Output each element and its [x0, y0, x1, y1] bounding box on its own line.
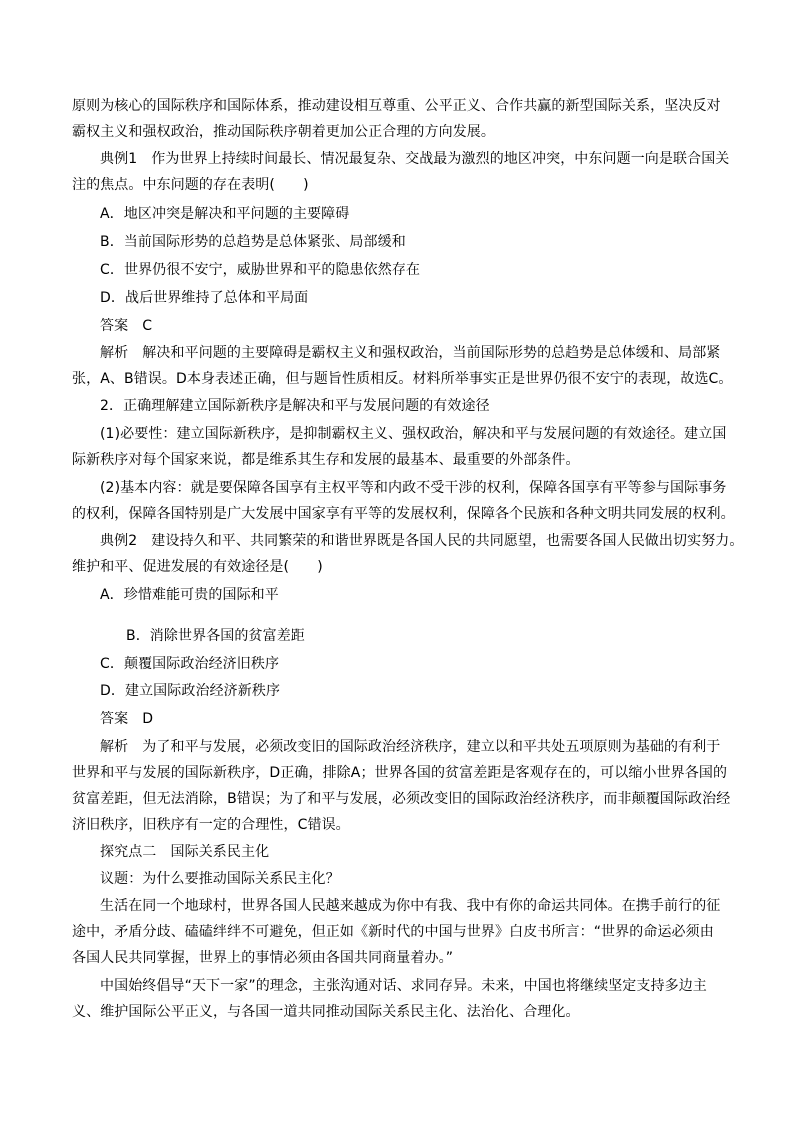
explore2-heading: 探究点二 国际关系民主化	[100, 844, 270, 860]
explore2-paragraph1-line-2: 途中，矛盾分歧、磕磕绊绊不可避免，但正如《新时代的中国与世界》白皮书所言：“世界的命运必须由	[72, 924, 714, 940]
intro-line-2: 霸权主义和强权政治，推动国际秩序朝着更加公正合理的方向发展。	[72, 124, 495, 140]
example2-answer: 答案 D	[100, 711, 154, 727]
example2-option-d: D．建立国际政治经济新秩序	[100, 683, 281, 699]
example2-question-line-2: 维护和平、促进发展的有效途径是( )	[72, 559, 323, 575]
example2-analysis-line-4: 济旧秩序，旧秩序有一定的合理性，C错误。	[72, 817, 350, 833]
section2-heading: 2．正确理解建立国际新秩序是解决和平与发展问题的有效途径	[100, 398, 490, 414]
example1-analysis-line-1: 解析 解决和平问题的主要障碍是霸权主义和强权政治，当前国际形势的总趋势是总体缓和、局部紧	[100, 345, 721, 361]
example1-option-b: B．当前国际形势的总趋势是总体紧张、局部缓和	[100, 234, 406, 250]
example2-analysis-line-1: 解析 为了和平与发展，必须改变旧的国际政治经济秩序，建立以和平共处五项原则为基础的有利于	[100, 739, 721, 755]
example1-option-a: A．地区冲突是解决和平问题的主要障碍	[100, 206, 350, 222]
example2-analysis-line-2: 世界和平与发展的国际新秩序，D正确，排除A；世界各国的贫富差距是客观存在的，可以缩小世界各国的	[72, 765, 728, 781]
explore2-paragraph1-line-3: 各国人民共同掌握，世界上的事情必须由各国共同商量着办。”	[72, 950, 454, 966]
explore2-paragraph1-line-1: 生活在同一个地球村，世界各国人民越来越成为你中有我、我中有你的命运共同体。在携手前行的征	[100, 898, 721, 914]
section2-necessity-line-2: 际新秩序对每个国家来说，都是维系其生存和发展的最基本、最重要的外部条件。	[72, 452, 580, 468]
example1-option-d: D．战后世界维持了总体和平局面	[100, 290, 309, 306]
example2-question-line-1: 典例2 建设持久和平、共同繁荣的和谐世界既是各国人民的共同愿望，也需要各国人民做出切实努力。	[100, 533, 744, 549]
example2-analysis-line-3: 贫富差距，但无法消除，B错误；为了和平与发展，必须改变旧的国际政治经济秩序，而非颠覆国际政治经	[72, 791, 731, 807]
explore2-topic: 议题：为什么要推动国际关系民主化？	[100, 871, 340, 887]
example1-analysis-line-2: 张，A、B错误。D本身表述正确，但与题旨性质相反。材料所举事实正是世界仍很不安宁的表现，故选C。	[72, 371, 733, 387]
explore2-paragraph2-line-1: 中国始终倡导“天下一家”的理念，主张沟通对话、求同存异。未来，中国也将继续坚定支持多边主	[100, 978, 707, 994]
example2-option-a: A．珍惜难能可贵的国际和平	[100, 587, 279, 603]
section2-necessity-line-1: (1)必要性：建立国际新秩序，是抑制霸权主义、强权政治，解决和平与发展问题的有效途径。建立国	[100, 426, 727, 442]
explore2-paragraph2-line-2: 义、维护国际公平正义，与各国一道共同推动国际关系民主化、法治化、合理化。	[72, 1004, 580, 1020]
example1-question-line-1: 典例1 作为世界上持续时间最长、情况最复杂、交战最为激烈的地区冲突，中东问题一向是联合国关	[100, 151, 730, 167]
section2-content-line-1: (2)基本内容：就是要保障各国享有主权平等和内政不受干涉的权利，保障各国享有平等参与国际事务	[100, 480, 727, 496]
example1-option-c: C．世界仍很不安宁，威胁世界和平的隐患依然存在	[100, 262, 421, 278]
example2-option-b: B．消除世界各国的贫富差距	[126, 628, 305, 644]
section2-content-line-2: 的权利，保障各国特别是广大发展中国家享有平等的发展权利，保障各个民族和各种文明共同发展的权利。	[72, 506, 735, 522]
example1-answer: 答案 C	[100, 318, 153, 334]
intro-line-1: 原则为核心的国际秩序和国际体系，推动建设相互尊重、公平正义、合作共赢的新型国际关系，坚决反对	[72, 98, 721, 114]
example1-question-line-2: 注的焦点。中东问题的存在表明( )	[72, 177, 309, 193]
example2-option-c: C．颠覆国际政治经济旧秩序	[100, 656, 280, 672]
